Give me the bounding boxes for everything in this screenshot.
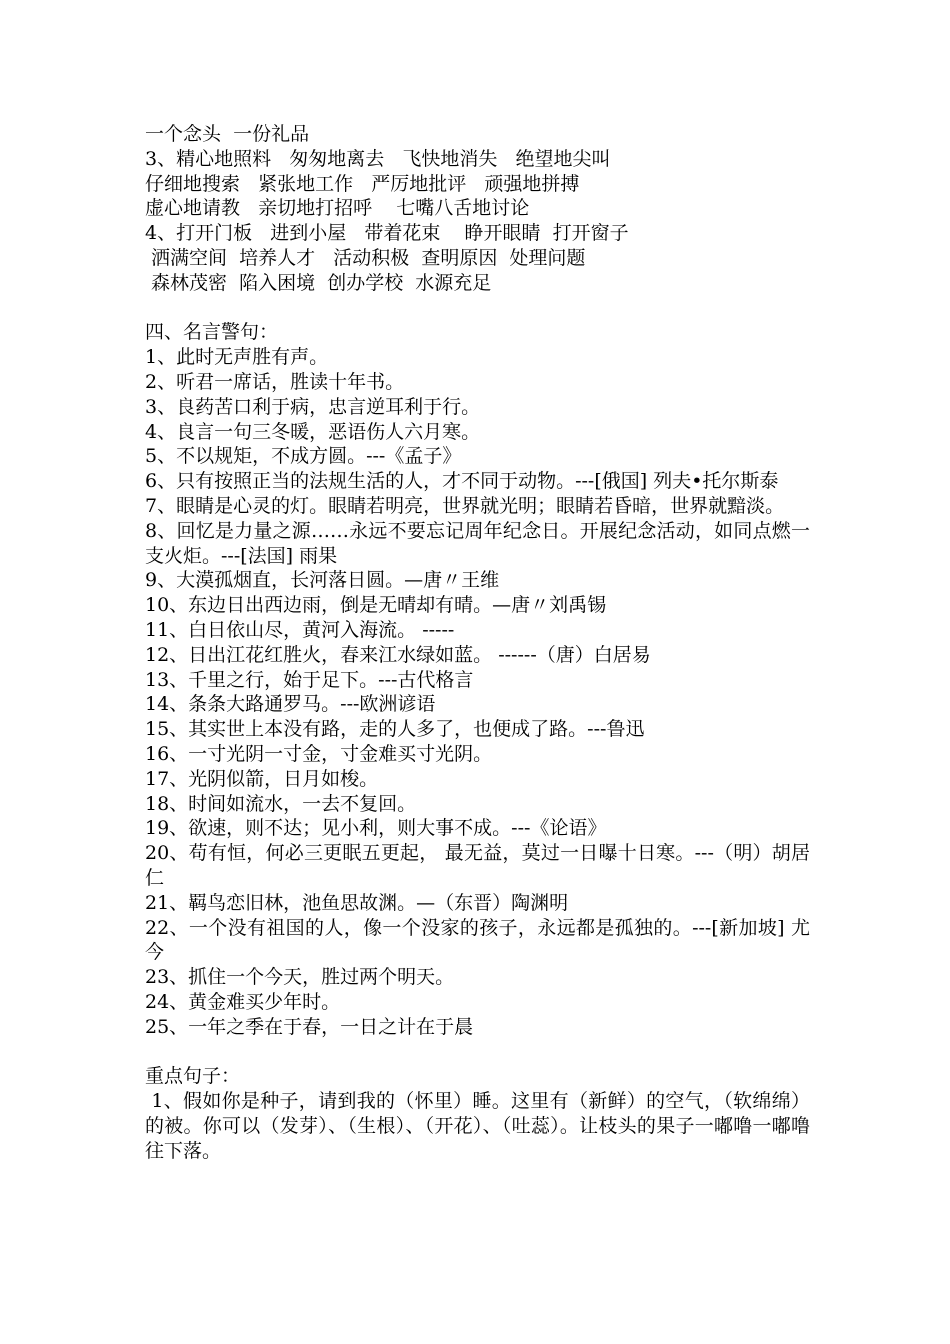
phrase-line: 仔细地搜索 紧张地工作 严厉地批评 顽强地拼搏: [145, 172, 580, 195]
quotes-section: [145, 320, 810, 1039]
quote-item: 21、羁鸟恋旧林，池鱼思故渊。—（东晋）陶渊明: [145, 891, 569, 914]
quote-item: 13、千里之行，始于足下。---古代格言: [145, 668, 474, 691]
quote-item: 12、日出江花红胜火，春来江水绿如蓝。 ------（唐）白居易: [145, 643, 651, 666]
quote-item: 3、良药苦口利于病，忠言逆耳利于行。: [145, 395, 481, 418]
phrase-line: 3、精心地照料 匆匆地离去 飞快地消失 绝望地尖叫: [145, 147, 611, 170]
section-heading: 四、名言警句：: [145, 321, 279, 344]
quote-item: 2、听君一席话，胜读十年书。: [145, 370, 405, 393]
quote-item: 11、白日依山尽，黄河入海流。 -----: [145, 618, 455, 641]
key-sentences-section: [145, 1064, 810, 1163]
quote-item: 10、东边日出西边雨，倒是无晴却有晴。—唐〃刘禹锡: [145, 594, 607, 617]
quote-item: 16、一寸光阴一寸金，寸金难买寸光阴。: [145, 742, 493, 765]
key-sentence: 1、假如你是种子，请到我的（怀里）睡。这里有（新鲜）的空气，（软绵绵）的被。你可以（发芽）、（生根）、（开花）、（吐蕊）。让枝头的果子一嘟噜一嘟噜往下落。: [145, 1090, 810, 1162]
document-body: [145, 122, 810, 1163]
quote-item: 25、一年之季在于春，一日之计在于晨: [145, 1015, 474, 1038]
quote-item: 20、苟有恒，何必三更眠五更起， 最无益，莫过一日曝十日寒。---（明）胡居仁: [145, 842, 810, 889]
quote-item: 15、其实世上本没有路，走的人多了，也便成了路。---鲁迅: [145, 718, 645, 741]
phrase-line: 森林茂密 陷入困境 创办学校 水源充足: [145, 271, 492, 294]
section-heading: 重点句子：: [145, 1065, 241, 1088]
phrase-line: 4、打开门板 进到小屋 带着花束 睁开眼睛 打开窗子: [145, 222, 629, 245]
quote-item: 4、良言一句三冬暖，恶语伤人六月寒。: [145, 420, 481, 443]
quote-item: 18、时间如流水，一去不复回。: [145, 792, 417, 815]
quote-item: 24、黄金难买少年时。: [145, 990, 341, 1013]
quote-item: 6、只有按照正当的法规生活的人，才不同于动物。---[俄国] 列夫•托尔斯泰: [145, 470, 779, 493]
quote-item: 9、大漠孤烟直，长河落日圆。—唐〃王维: [145, 569, 500, 592]
phrase-list: [145, 122, 810, 296]
blank-line: [145, 1039, 810, 1064]
quote-item: 19、欲速，则不达；见小利，则大事不成。---《论语》: [145, 817, 607, 840]
quote-list: [145, 345, 810, 1039]
quote-item: 23、抓住一个今天，胜过两个明天。: [145, 966, 455, 989]
quote-item: 1、此时无声胜有声。: [145, 346, 329, 369]
quote-item: 22、一个没有祖国的人，像一个没家的孩子，永远都是孤独的。---[新加坡] 尤今: [145, 916, 810, 964]
quote-item: 17、光阴似箭，日月如梭。: [145, 767, 379, 790]
quote-item: 5、不以规矩，不成方圆。---《孟子》: [145, 445, 462, 468]
phrase-line: 洒满空间 培养人才 活动积极 查明原因 处理问题: [145, 246, 586, 269]
quote-item: 7、眼睛是心灵的灯。眼睛若明亮，世界就光明；眼睛若昏暗，世界就黯淡。: [145, 494, 785, 517]
phrase-line: 一个念头 一份礼品: [145, 123, 310, 145]
quote-item: 14、条条大路通罗马。---欧洲谚语: [145, 693, 436, 716]
quote-item: 8、回忆是力量之源……永远不要忘记周年纪念日。开展纪念活动，如同点燃一支火炬。---[法国] 雨果: [145, 519, 810, 567]
blank-line: [145, 296, 810, 321]
phrase-line: 虚心地请教 亲切地打招呼 七嘴八舌地讨论: [145, 197, 530, 220]
